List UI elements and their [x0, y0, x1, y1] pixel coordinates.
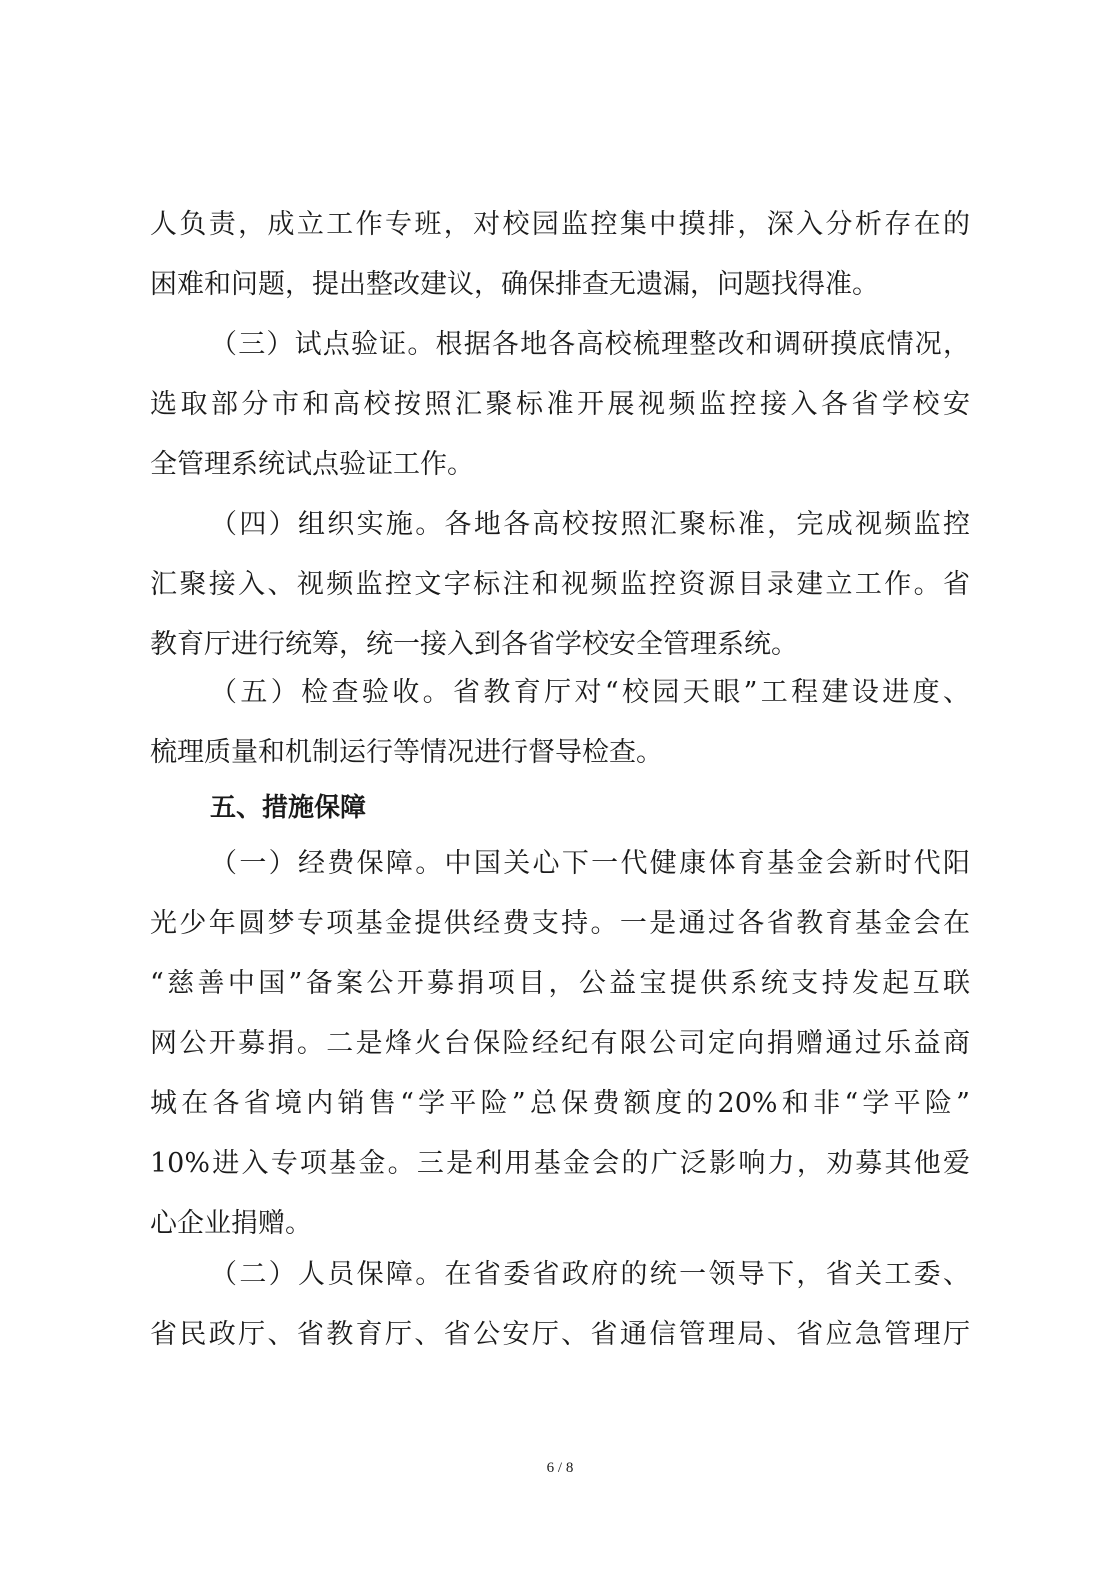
- text-line: 困难和问题，提出整改建议，确保排查无遗漏，问题找得准。: [150, 269, 879, 300]
- text-line: 选取部分市和高校按照汇聚标准开展视频监控接入各省学校安: [150, 389, 970, 420]
- text-line: “慈善中国”备案公开募捐项目，公益宝提供系统支持发起互联: [150, 968, 970, 999]
- text-line: 人负责，成立工作专班，对校园监控集中摸排，深入分析存在的: [150, 209, 970, 240]
- text-line: 汇聚接入、视频监控文字标注和视频监控资源目录建立工作。省: [150, 569, 970, 600]
- page-number: 6 / 8: [546, 1460, 574, 1476]
- text-line: 全管理系统试点验证工作。: [150, 449, 474, 480]
- text-line: （一）经费保障。中国关心下一代健康体育基金会新时代阳: [210, 848, 970, 879]
- text-line: （四）组织实施。各地各高校按照汇聚标准，完成视频监控: [210, 509, 970, 540]
- text-line: 光少年圆梦专项基金提供经费支持。一是通过各省教育基金会在: [150, 908, 970, 939]
- text-line: 10%进入专项基金。三是利用基金会的广泛影响力，劝募其他爱: [150, 1148, 970, 1179]
- text-line: （五）检查验收。省教育厅对“校园天眼”工程建设进度、: [210, 677, 970, 708]
- text-line: （二）人员保障。在省委省政府的统一领导下，省关工委、: [210, 1259, 970, 1290]
- text-line: 梳理质量和机制运行等情况进行督导检查。: [150, 737, 663, 768]
- section-heading: 五、措施保障: [210, 793, 367, 823]
- text-line: 心企业捐赠。: [150, 1208, 312, 1239]
- text-line: 省民政厅、省教育厅、省公安厅、省通信管理局、省应急管理厅: [150, 1319, 970, 1350]
- text-line: 教育厅进行统筹，统一接入到各省学校安全管理系统。: [150, 629, 798, 660]
- text-line: 城在各省境内销售“学平险”总保费额度的20%和非“学平险”: [150, 1088, 970, 1119]
- text-line: 网公开募捐。二是烽火台保险经纪有限公司定向捐赠通过乐益商: [150, 1028, 970, 1059]
- text-line: （三）试点验证。根据各地各高校梳理整改和调研摸底情况，: [210, 329, 970, 360]
